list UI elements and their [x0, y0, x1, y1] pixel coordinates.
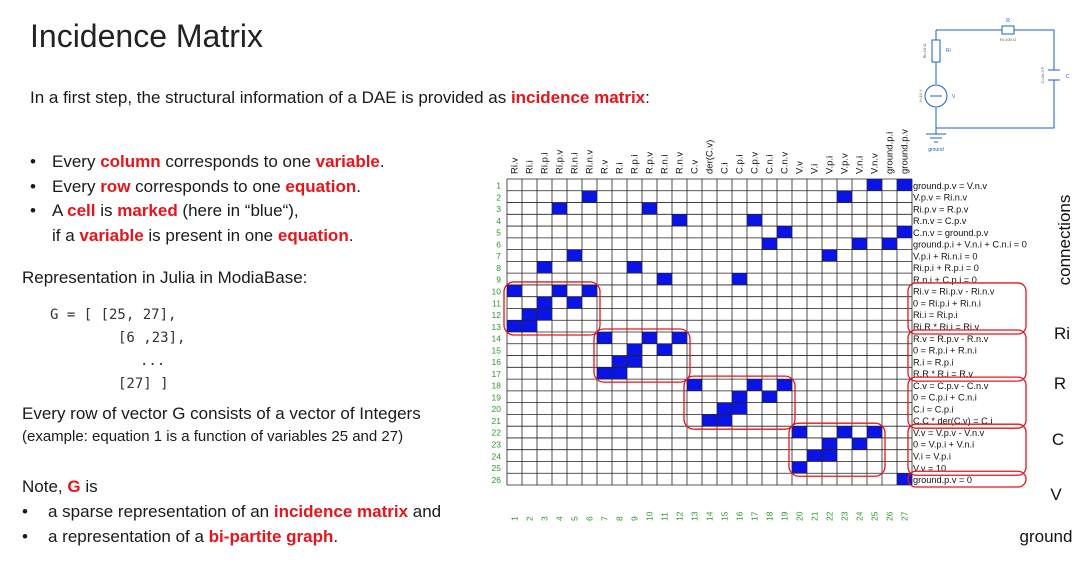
equation-label: 0 = R.p.i + R.n.i: [913, 345, 977, 356]
equation-label: V.p.i + Ri.n.i = 0: [913, 251, 978, 262]
column-numbers: [510, 511, 910, 521]
definition-bullet-4-part-5: .: [348, 225, 354, 245]
row-number: 12: [491, 310, 501, 321]
row-number: 9: [496, 274, 501, 285]
equation-label: R.i = R.p.i: [913, 357, 954, 368]
equation-label: R.v = R.p.v - R.n.v: [913, 333, 989, 344]
equation-label: C.i = C.p.i: [913, 404, 954, 415]
marked-cell: [627, 261, 642, 273]
marked-cell: [537, 261, 552, 273]
note-bullet-1-post: and: [408, 502, 442, 521]
ground-label: ground: [928, 147, 944, 153]
marked-cell: [522, 320, 537, 332]
variable-label: Ri.n.i: [569, 152, 581, 174]
variable-label: V.n.v: [869, 153, 881, 174]
source-label: V: [952, 94, 956, 100]
marked-cell: [777, 226, 792, 238]
note-pre: Note,: [22, 477, 68, 496]
circuit-wires: [936, 30, 1054, 128]
marked-cell: [567, 297, 582, 309]
note-highlight: G: [67, 477, 81, 496]
matrix-grid: [507, 179, 912, 485]
variable-label: C.n.i: [764, 154, 776, 174]
marked-cell: [792, 426, 807, 438]
note-post: is: [80, 477, 98, 496]
group-label-connections: connections: [1055, 194, 1074, 286]
marked-cell: [627, 344, 642, 356]
variable-label: ground.p.v: [899, 129, 911, 174]
marked-cell: [837, 191, 852, 203]
row-number: 17: [491, 368, 501, 379]
group-label-R: R: [1053, 374, 1067, 393]
column-number: 23: [839, 511, 850, 522]
marked-cell: [777, 379, 792, 391]
marked-cell: [792, 461, 807, 473]
equation-label: ground.p.v = V.n.v: [913, 180, 987, 191]
marked-cell: [882, 238, 897, 250]
variable-labels: [510, 129, 911, 174]
column-number: 24: [854, 511, 865, 522]
equation-label: 0 = Ri.p.i + Ri.n.i: [913, 298, 981, 309]
definition-bullet-3-part-3: is: [95, 201, 118, 220]
marked-cell: [747, 379, 762, 391]
equation-label: R.R * R.i = R.v: [913, 369, 973, 380]
marked-cell: [672, 332, 687, 344]
definition-bullet-3-part-4: marked: [117, 201, 178, 220]
row-number: 2: [496, 192, 501, 203]
column-number: 5: [569, 516, 580, 522]
marked-cell: [672, 214, 687, 226]
capacitor-label: C: [1066, 74, 1070, 80]
intro-highlight: incidence matrix: [510, 88, 646, 107]
variable-label: V.p.v: [839, 153, 851, 174]
note-bullet-1-pre: a sparse representation of an: [48, 502, 274, 521]
code-line-4: [27] ]: [118, 376, 169, 392]
marked-cell: [507, 320, 522, 332]
column-number: 6: [584, 516, 595, 522]
marked-cell: [612, 367, 627, 379]
variable-label: V.n.i: [854, 155, 866, 174]
variable-label: Ri.n.v: [584, 149, 596, 174]
marked-cell: [897, 179, 912, 191]
definition-bullet-1-part-4: variable: [315, 152, 380, 171]
row-number: 14: [491, 333, 501, 344]
variable-label: C.p.i: [734, 154, 746, 174]
column-number: 1: [509, 516, 520, 522]
column-number: 25: [869, 511, 880, 522]
marked-cell: [852, 238, 867, 250]
row-number: 10: [491, 286, 501, 297]
slide-title: Incidence Matrix: [30, 18, 263, 54]
bullet-dot-icon: •: [22, 527, 28, 546]
bullet-dot-icon: •: [30, 176, 36, 196]
definition-bullet-4-part-1: if a: [52, 225, 80, 245]
marked-cell: [807, 450, 822, 462]
column-number: 4: [554, 516, 565, 522]
marked-cell: [627, 356, 642, 368]
variable-label: R.n.i: [659, 154, 671, 174]
equation-label: R.n.i + C.p.i = 0: [913, 274, 977, 285]
row-number: 1: [496, 180, 501, 191]
row-number: 6: [496, 239, 501, 250]
marked-cell: [582, 285, 597, 297]
note-bullet-2-post: .: [333, 527, 339, 546]
definition-bullet-1-part-1: Every: [52, 152, 101, 171]
equation-labels: [913, 181, 1027, 485]
equation-label: R.n.v = C.p.v: [913, 216, 967, 227]
variable-label: C.p.v: [749, 151, 761, 174]
row-number: 7: [496, 251, 501, 262]
group-label-Ri: Ri: [1053, 324, 1071, 343]
column-number: 10: [644, 511, 655, 522]
row-number: 3: [496, 204, 501, 215]
row-number: 8: [496, 262, 501, 273]
resistor-r-symbol: [1002, 26, 1014, 34]
definition-bullet-4-part-4: equation: [277, 225, 349, 245]
variable-label: R.i: [614, 162, 626, 174]
column-number: 16: [734, 511, 745, 522]
marked-cell: [642, 332, 657, 344]
marked-cell: [837, 426, 852, 438]
equation-label: ground.p.v = 0: [913, 475, 972, 486]
definition-bullet-3-part-2: cell: [67, 201, 96, 220]
column-number: 9: [629, 516, 640, 522]
equation-label: Ri.R * Ri.i = Ri.v: [913, 322, 980, 333]
variable-label: R.v: [599, 159, 611, 174]
note-bullet-2-pre: a representation of a: [48, 527, 209, 546]
marked-cell: [852, 438, 867, 450]
marked-cell: [537, 297, 552, 309]
intro-text-post: :: [645, 88, 650, 107]
definition-bullet-4-part-2: variable: [79, 225, 144, 245]
code-line-1: G = [ [25, 27],: [50, 307, 177, 323]
note-bullet-2-highlight: bi-partite graph: [208, 527, 334, 546]
column-number: 8: [614, 516, 625, 522]
group-label-C: C: [1051, 430, 1065, 449]
row-number: 24: [491, 451, 501, 462]
ground-icon: [926, 128, 946, 142]
marked-cell: [537, 308, 552, 320]
column-number: 17: [749, 511, 760, 522]
marked-cell: [507, 285, 522, 297]
vector-example: (example: equation 1 is a function of variables 25 and 27): [22, 428, 404, 445]
equation-label: 0 = V.p.i + V.n.i: [913, 439, 975, 450]
capacitor-symbol: [1048, 70, 1060, 80]
row-number: 23: [491, 439, 501, 450]
variable-label: V.p.i: [824, 155, 836, 174]
marked-cell: [597, 332, 612, 344]
marked-cell: [597, 367, 612, 379]
bullet-dot-icon: •: [30, 152, 36, 171]
row-number: 5: [496, 227, 501, 238]
definition-bullet-2-part-3: corresponds to one: [130, 176, 286, 196]
column-number: 27: [899, 511, 910, 522]
marked-cell: [717, 414, 732, 426]
variable-label: Ri.p.i: [539, 152, 551, 174]
column-number: 7: [599, 516, 610, 522]
variable-label: C.n.v: [779, 151, 791, 174]
equation-label: V.v = 10: [913, 463, 947, 474]
bullet-dot-icon: •: [22, 502, 28, 521]
equation-label: V.v = V.p.v - V.n.v: [913, 427, 985, 438]
marked-cell: [612, 356, 627, 368]
equation-label: ground.p.i + V.n.i + C.n.i = 0: [913, 239, 1027, 250]
equation-label: C.v = C.p.v - C.n.v: [913, 380, 989, 391]
variable-label: R.p.v: [644, 151, 656, 174]
resistor-ri-value: Ri=10 Ω: [922, 43, 927, 59]
column-number: 13: [689, 511, 700, 522]
equation-label: Ri.p.v = R.p.v: [913, 204, 969, 215]
variable-label: V.v: [794, 161, 806, 174]
equation-label: C.C * der(C.v) = C.i: [913, 416, 993, 427]
definition-bullet-1-part-5: .: [379, 152, 385, 171]
row-number: 21: [491, 415, 501, 426]
vector-description: Every row of vector G consists of a vector of Integers: [22, 404, 421, 423]
row-number: 11: [492, 298, 501, 309]
marked-cell: [897, 226, 912, 238]
marked-cell: [567, 250, 582, 262]
marked-cell: [732, 273, 747, 285]
column-number: 18: [764, 511, 775, 522]
row-number: 13: [491, 321, 501, 332]
marked-cell: [702, 414, 717, 426]
marked-cell: [552, 203, 567, 215]
marked-cell: [822, 450, 837, 462]
column-number: 3: [539, 516, 550, 522]
marked-cell: [657, 344, 672, 356]
definition-bullet-3-part-1: A: [52, 201, 68, 220]
variable-label: C.i: [719, 162, 731, 174]
equation-label: Ri.i = Ri.p.i: [913, 310, 958, 321]
equation-label: V.i = V.p.i: [913, 451, 951, 462]
column-number: 19: [779, 511, 790, 522]
column-number: 11: [659, 512, 670, 522]
intro-text-pre: In a first step, the structural information of a DAE is provided as: [30, 88, 511, 107]
resistor-r-value: R=100 Ω: [1000, 37, 1016, 42]
variable-label: Ri.i: [524, 160, 536, 174]
marked-cell: [582, 191, 597, 203]
marked-cell: [867, 426, 882, 438]
variable-label: Ri.p.v: [554, 149, 566, 174]
equation-label: 0 = C.p.i + C.n.i: [913, 392, 977, 403]
definition-bullet-1-part-3: corresponds to one: [160, 152, 316, 171]
row-number: 25: [491, 463, 501, 474]
marked-cell: [732, 403, 747, 415]
resistor-ri-label: Ri: [946, 48, 951, 54]
bullet-dot-icon: •: [30, 201, 36, 220]
variable-label: V.i: [809, 163, 821, 174]
note-bullet-1-highlight: incidence matrix: [273, 502, 409, 521]
column-number: 21: [809, 511, 820, 522]
variable-label: ground.p.i: [884, 131, 896, 174]
julia-heading: Representation in Julia in ModiaBase:: [22, 268, 308, 287]
group-label-V: V: [1050, 485, 1062, 504]
definition-bullet-1-part-2: column: [100, 152, 161, 171]
marked-cell: [522, 308, 537, 320]
marked-cell: [747, 214, 762, 226]
marked-cell: [552, 285, 567, 297]
definition-bullet-3-part-5: (here in “blue“),: [177, 201, 299, 220]
marked-cell: [822, 438, 837, 450]
definition-bullet-2-part-1: Every: [52, 176, 101, 196]
row-number: 26: [491, 474, 501, 485]
marked-cell: [822, 250, 837, 262]
marked-cell: [642, 203, 657, 215]
group-labels: [1020, 195, 1074, 546]
definition-bullet-2-part-5: .: [356, 176, 361, 196]
equation-label: Ri.p.i + R.p.i = 0: [913, 263, 979, 274]
variable-label: der(C.v): [704, 139, 716, 174]
definition-bullet-2-part-2: row: [100, 176, 131, 196]
group-label-ground: ground: [1019, 527, 1073, 546]
marked-cell: [867, 179, 882, 191]
row-number: 15: [491, 345, 501, 356]
definition-bullet-4-part-3: is present in one: [143, 225, 278, 245]
resistor-r-label: R: [1006, 18, 1010, 24]
row-number: 22: [491, 427, 501, 438]
resistor-ri-symbol: [932, 40, 940, 62]
variable-label: R.p.i: [629, 154, 641, 174]
row-number: 16: [491, 357, 501, 368]
variable-label: Ri.v: [509, 157, 521, 174]
column-number: 15: [719, 511, 730, 522]
equation-label: V.p.v = Ri.n.v: [913, 192, 968, 203]
row-number: 4: [496, 215, 501, 226]
source-value: V=10 V: [918, 89, 923, 103]
column-number: 12: [674, 511, 685, 522]
column-number: 14: [704, 511, 715, 522]
marked-cell: [762, 391, 777, 403]
definition-bullet-2-part-4: equation: [285, 176, 357, 196]
code-line-3: ...: [140, 353, 166, 369]
code-line-2: [6 ,23],: [118, 330, 186, 346]
marked-cell: [657, 273, 672, 285]
row-number: 18: [491, 380, 501, 391]
column-number: 26: [884, 511, 895, 522]
column-number: 20: [794, 511, 805, 522]
equation-label: C.n.v = ground.p.v: [913, 227, 989, 238]
column-number: 22: [824, 511, 835, 522]
row-number: 19: [491, 392, 501, 403]
marked-cell: [732, 391, 747, 403]
marked-cell: [687, 379, 702, 391]
row-numbers: [492, 181, 502, 485]
variable-label: R.n.v: [674, 151, 686, 174]
capacitor-value: C=2e-3 F: [1040, 66, 1045, 84]
equation-label: Ri.v = Ri.p.v - Ri.n.v: [913, 286, 995, 297]
marked-cell: [762, 238, 777, 250]
variable-label: C.v: [689, 159, 701, 174]
row-number: 20: [491, 404, 501, 415]
marked-cell: [717, 403, 732, 415]
column-number: 2: [524, 516, 535, 522]
